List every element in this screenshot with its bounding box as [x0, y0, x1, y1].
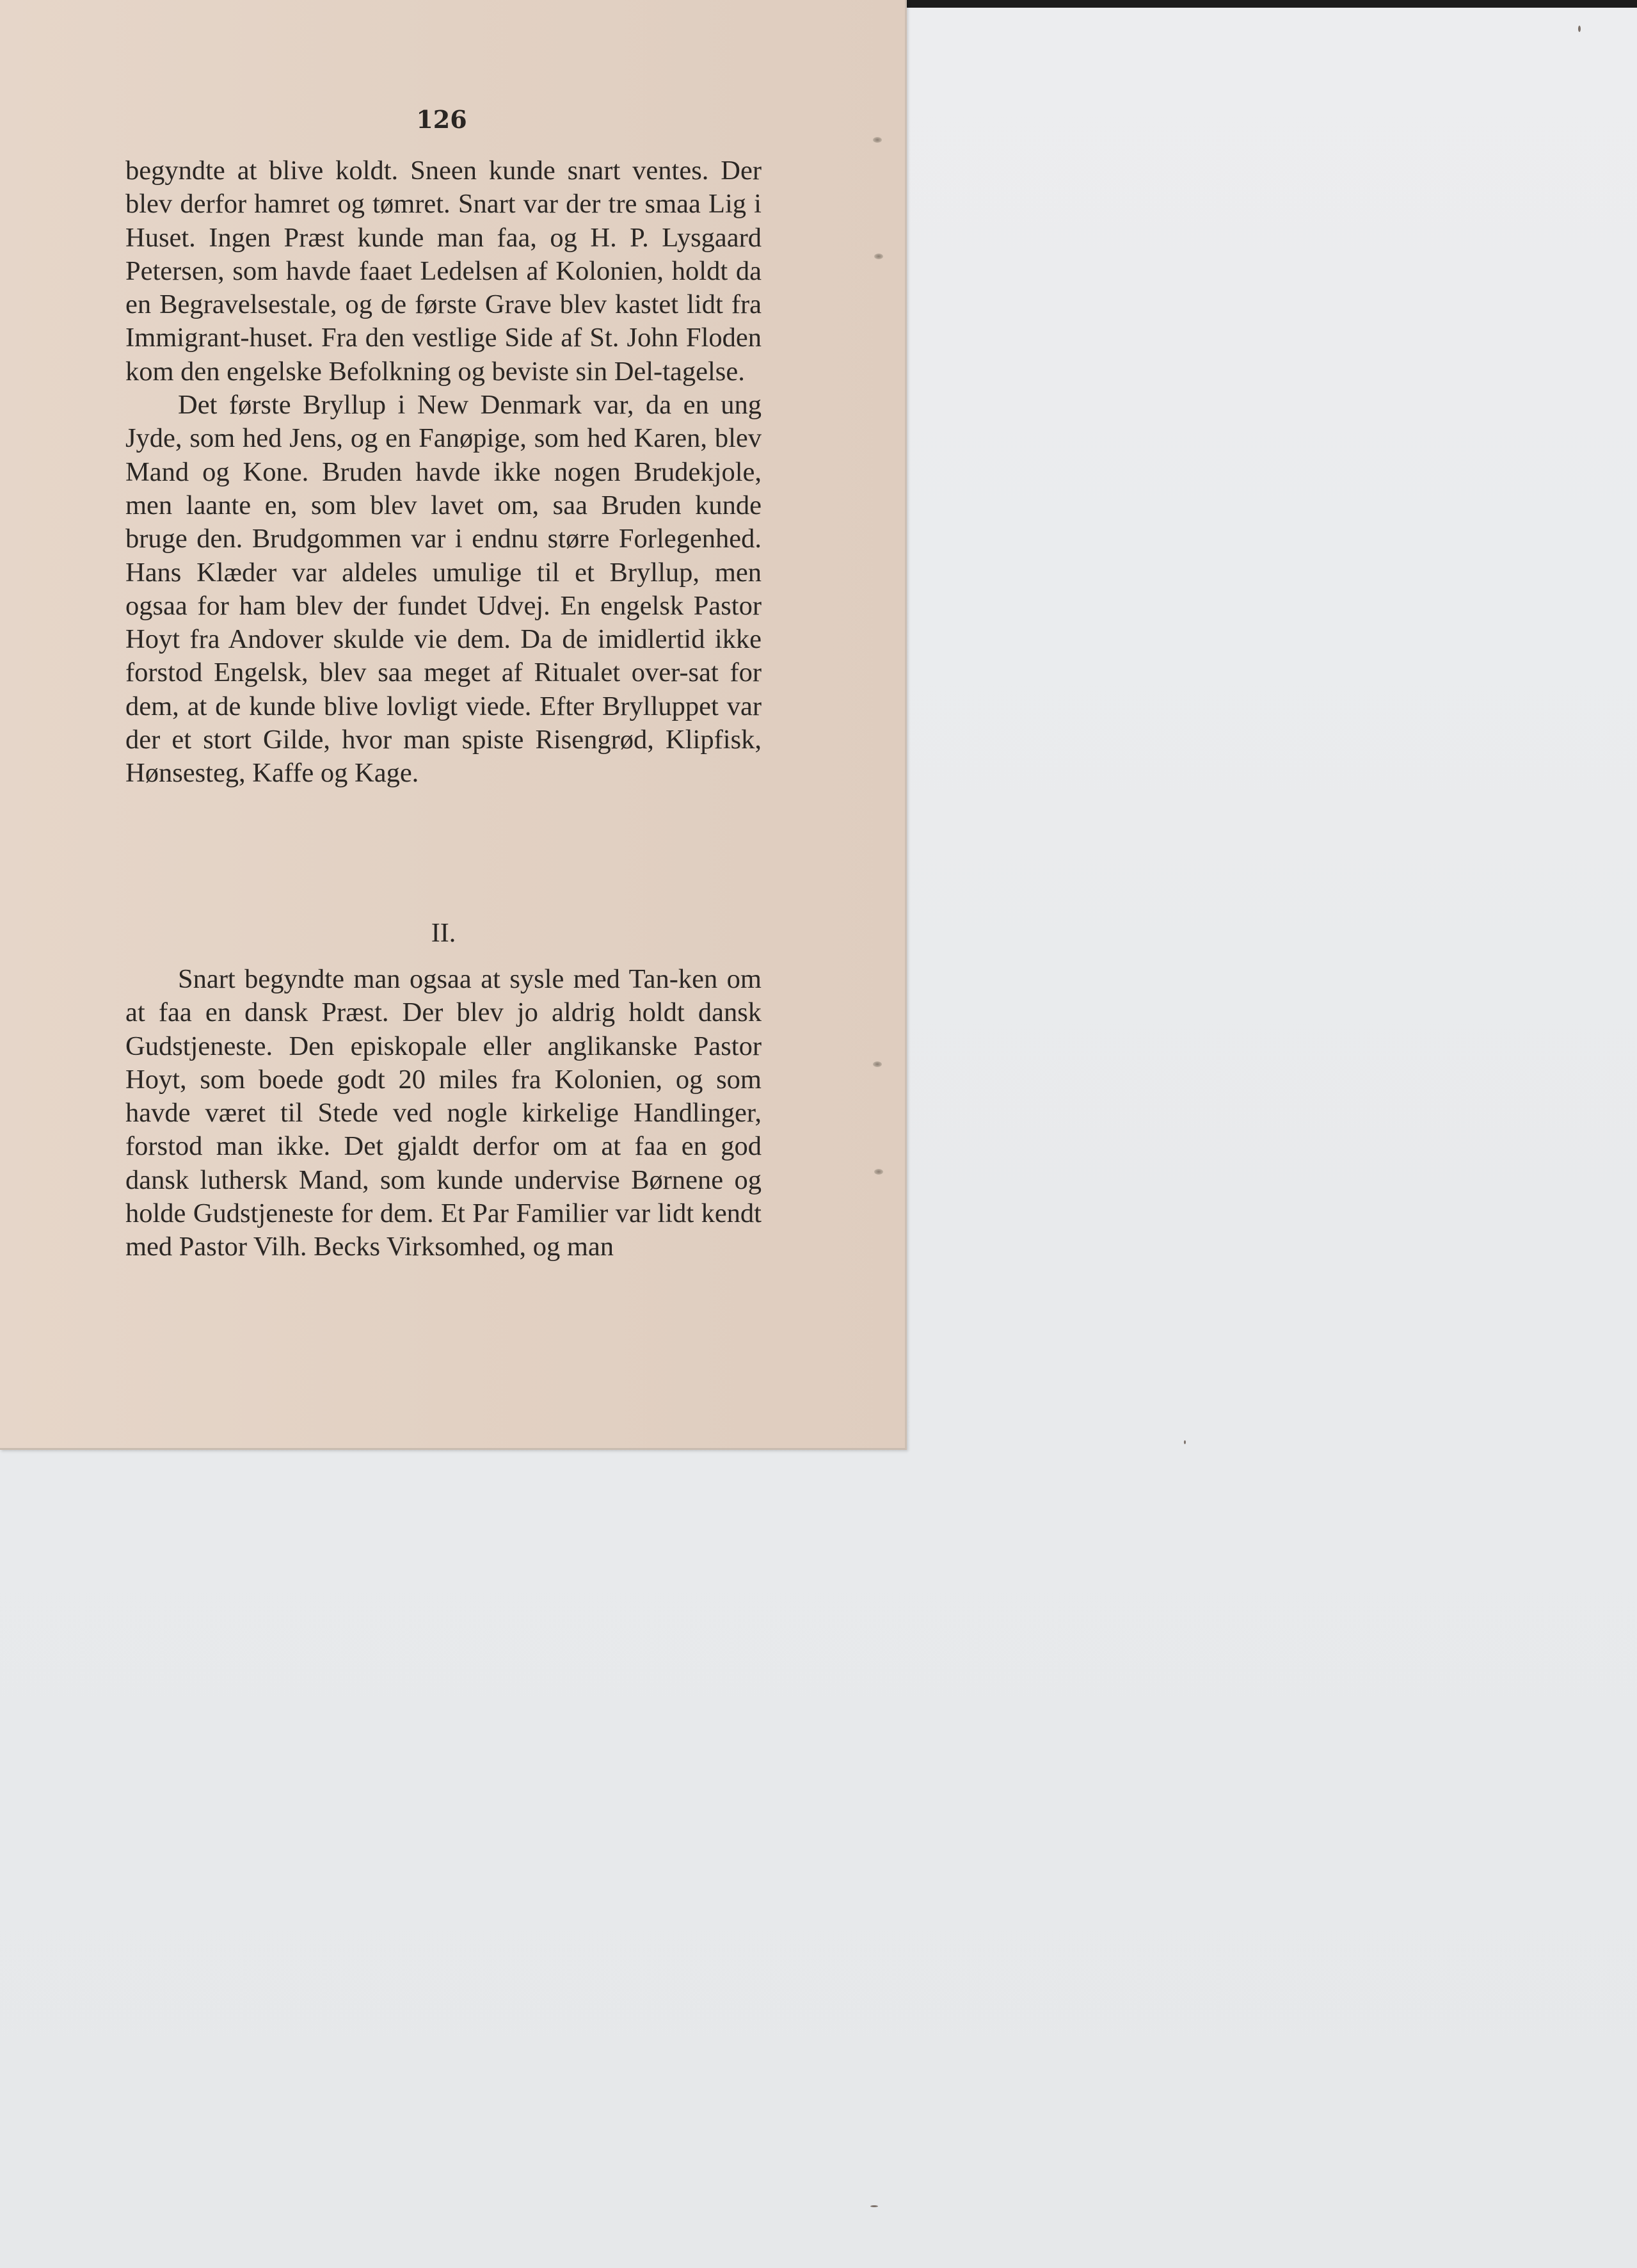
dust-speck [1184, 1440, 1186, 1444]
dust-speck [1578, 26, 1581, 32]
binder-hole-1 [873, 137, 882, 143]
section-heading: II. [431, 919, 456, 948]
binder-hole-2 [874, 253, 883, 259]
dust-speck [870, 2205, 878, 2207]
binder-hole-4 [874, 1169, 883, 1175]
binder-hole-3 [873, 1061, 882, 1067]
page-number: 126 [416, 105, 467, 134]
text-block-lower [125, 963, 762, 1264]
paragraph-burials: begyndte at blive koldt. Sneen kunde snart ventes. Der blev derfor hamret og tømret. Snart var der tre smaa Lig i Huset. Ingen Præst kunde man faa, og H. P. Lysgaard Petersen, som havde faaet Ledelsen af Kolonien, holdt da en Begravelsestale, og de første Grave blev kastet lidt fra Immigrant-huset. Fra den vestlige Side af St. John Floden kom den engelske Befolkning og beviste sin Del-tagelse. [125, 156, 762, 387]
scanner-top-edge [905, 0, 1637, 8]
paragraph-danish-priest: Snart begyndte man ogsaa at sysle med Tan-ken om at faa en dansk Præst. Der blev jo aldrig holdt dansk Gudstjeneste. Den episkopale eller anglikanske Pastor Hoyt, som boede godt 20 miles fra Kolonien, og som havde været til Stede ved nogle kirkelige Handlinger, forstod man ikke. Det gjaldt derfor om at faa en god dansk luthersk Mand, som kunde undervise Børnene og holde Gudstjeneste for dem. Et Par Familier var lidt kendt med Pastor Vilh. Becks Virksomhed, og man [125, 964, 762, 1262]
book-page [0, 0, 907, 1450]
paragraph-first-wedding: Det første Bryllup i New Denmark var, da en ung Jyde, som hed Jens, og en Fanøpige, som hed Karen, blev Mand og Kone. Bruden havde ikke nogen Brudekjole, men laante en, som blev lavet om, saa Bruden kunde bruge den. Brudgommen var i endnu større Forlegenhed. Hans Klæder var aldeles umulige til et Bryllup, men ogsaa for ham blev der fundet Udvej. En engelsk Pastor Hoyt fra Andover skulde vie dem. Da de imidlertid ikke forstod Engelsk, blev saa meget af Ritualet over-sat for dem, at de kunde blive lovligt viede. Efter Brylluppet var der et stort Gilde, hvor man spiste Risengrød, Klipfisk, Hønsesteg, Kaffe og Kage. [125, 390, 762, 789]
text-block-upper [125, 154, 762, 791]
